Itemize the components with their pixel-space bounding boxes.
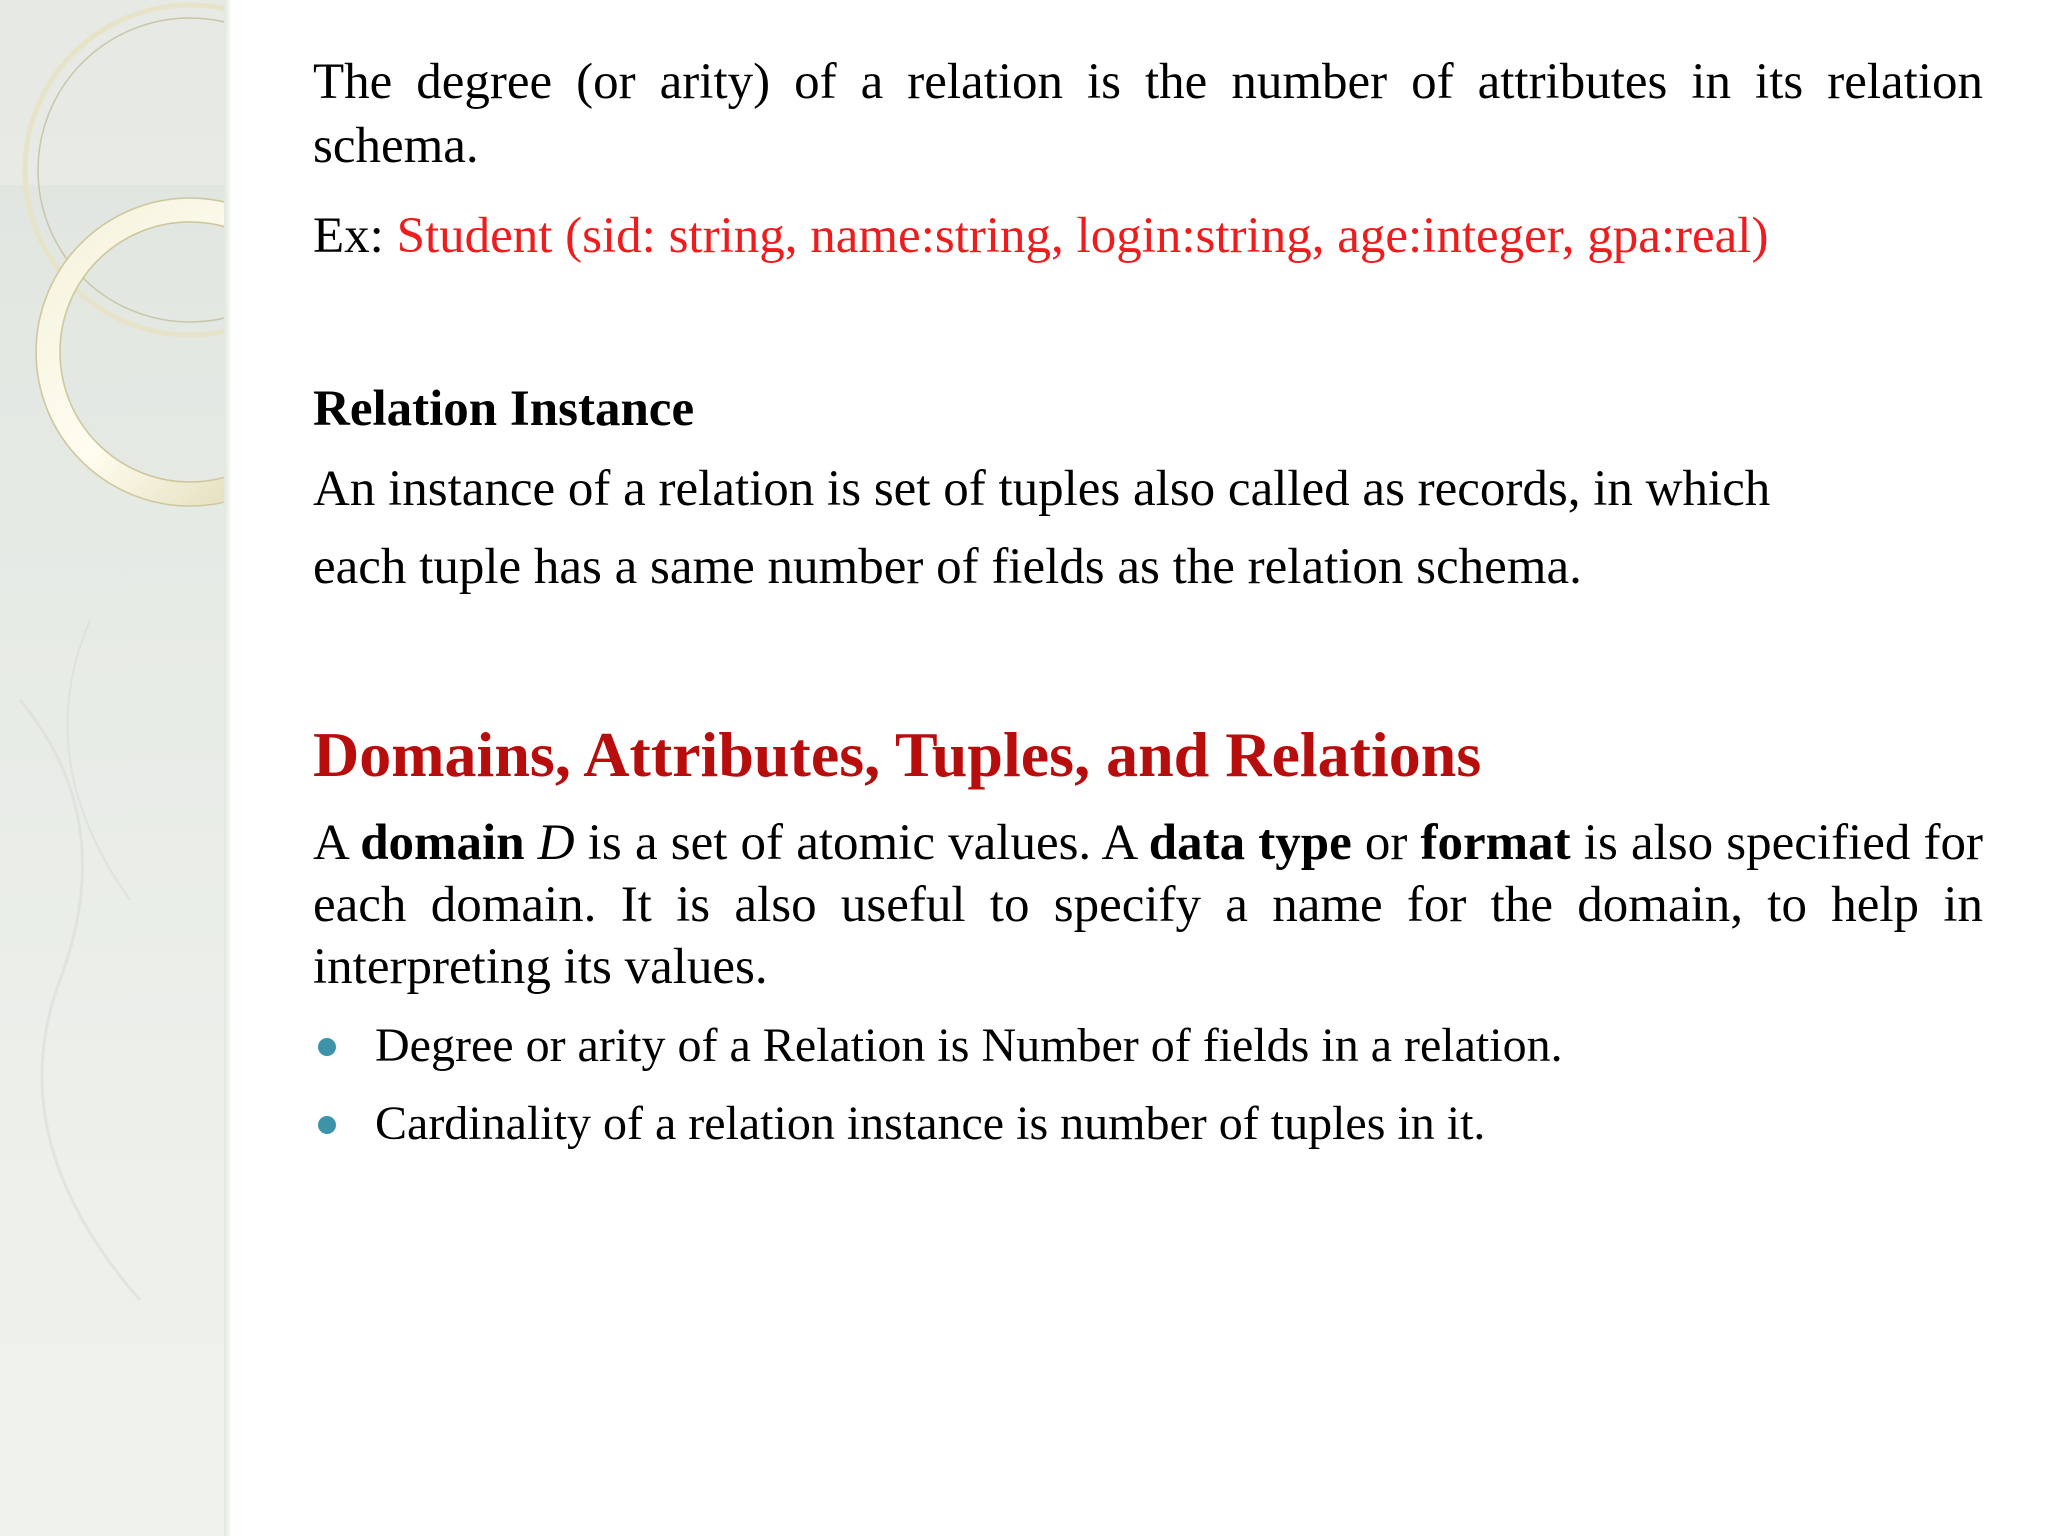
decorative-rings-graphic	[0, 0, 226, 1536]
instance-line-1: An instance of a relation is set of tuples also called as records, in which	[313, 461, 1771, 517]
relation-instance-heading: Relation Instance	[313, 381, 695, 437]
example-prefix: Ex:	[313, 208, 397, 264]
domain-text-c: is also specified for each domain. It is also useful to specify a name for the domain, to help in interpreting its values.	[313, 815, 1983, 995]
domain-text-or: or	[1351, 815, 1421, 871]
domain-text-b: is a set of atomic values. A	[574, 815, 1149, 871]
decorative-sidebar	[0, 0, 226, 1536]
sidebar-edge	[224, 0, 230, 1536]
datatype-term: data type	[1148, 815, 1352, 871]
example-schema: Student (sid: string, name:string, login:string, age:integer, gpa:real)	[396, 208, 1769, 264]
domain-term: domain	[360, 815, 525, 871]
bullet-text: Cardinality of a relation instance is number of tuples in it.	[375, 1097, 1486, 1150]
domain-paragraph	[313, 812, 1983, 998]
domains-heading: Domains, Attributes, Tuples, and Relations	[313, 719, 1482, 790]
domain-text-a: A	[313, 815, 361, 871]
domain-text-space	[525, 815, 538, 871]
instance-line-2: each tuple has a same number of fields as the relation schema.	[313, 539, 1582, 595]
domain-symbol: D	[537, 815, 575, 871]
bullet-dot-icon	[318, 1116, 336, 1134]
bullet-text: Degree or arity of a Relation is Number of fields in a relation.	[375, 1019, 1563, 1072]
degree-paragraph: The degree (or arity) of a relation is the number of attributes in its relation schema.	[313, 54, 1983, 174]
example-line	[313, 204, 1983, 268]
format-term: format	[1420, 815, 1571, 871]
bullet-dot-icon	[318, 1038, 336, 1056]
